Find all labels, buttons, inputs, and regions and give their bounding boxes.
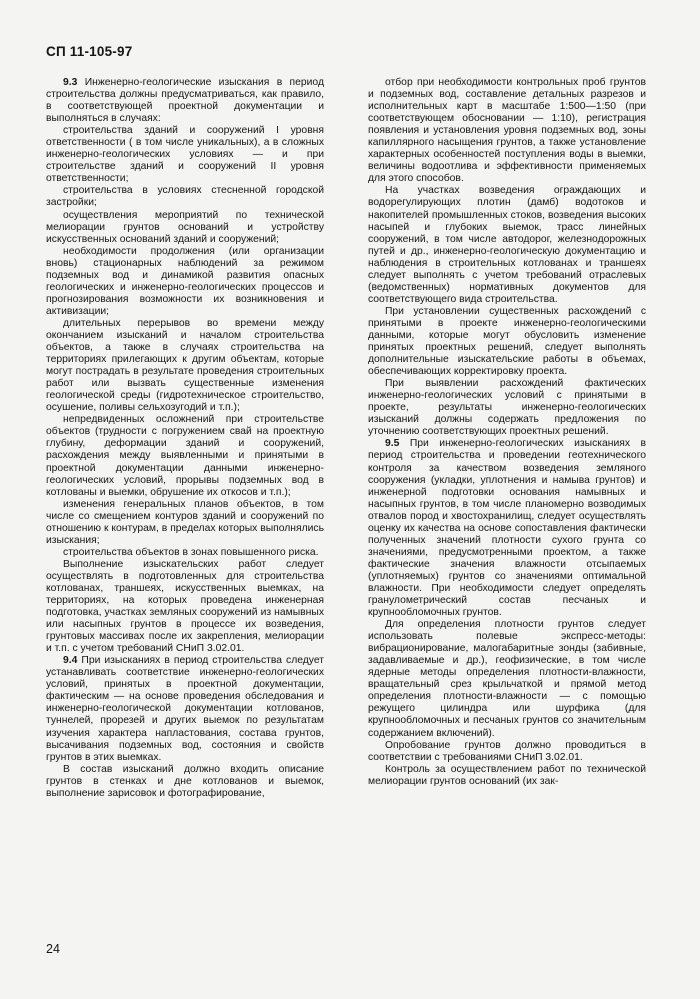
paragraph-text: Для определения плотности грунтов следует использовать полевые экспресс-методы: вибрационирование, малогабаритные зонды (забивные, задавливаемые и др.), геофизические, в том числе ядерные методы определения плотности-влажности, вращательный срез крыльчаткой и прямой метод определения плотности-влажности — с помощью режущего цилиндра или шурфика (для крупнообломочных и песчаных грунтов со значительным содержанием включений). xyxy=(368,619,646,739)
left-column xyxy=(46,77,324,800)
paragraph-text: непредвиденных осложнений при строительстве объектов (трудности с погружением свай на проектную глубину, деформации зданий и сооружений, расхождения между выявленными и принятыми в проектной документации данными инженерно-геологических условий, прорывы подземных вод в котлованы и выемки, обрушение их откосов и т.п.); xyxy=(46,414,324,498)
right-column xyxy=(368,77,646,788)
paragraph-text: При установлении существенных расхождений с принятыми в проекте инженерно-геологическими данными, которые могут обусловить изменение принятых проектных решений, следует выполнять дополнительные изыскательские работы в объемах, обеспечивающих корректировку проекта. xyxy=(368,305,646,378)
paragraph-text: При инженерно-геологических изысканиях в период строительства и проведении геотехнического контроля за качеством возведения земляного сооружения (укладки, уплотнения и намыва грунтов) и инженерной подготовки основания намывных и насыпных грунтов, в том числе планомерно возводимых отвалов пород и хвостохранилищ, следует осуществлять оценку их качества на основе сопоставления фактически полученных значений плотности сухого грунта со значениями, предусмотренными проектом, а также фактические значения влажности отсыпаемых (уплотняемых) грунтов со значениями оптимальной влажности. При необходимости следует определять гранулометрический состав песчаных и крупнообломочных грунтов. xyxy=(368,438,647,619)
paragraph-text: строительства объектов в зонах повышенного риска. xyxy=(63,546,319,558)
paragraph-text: длительных перерывов во времени между окончанием изысканий и началом строительства объектов, а также в случаях строительства на территориях прилегающих к другим объектам, которые могут пострадать в результате проведения строительных работ или вызвать существенные изменения геологической среды (гидротехническое строительство, осушение, поливы сельхозугодий и т.п.); xyxy=(46,317,324,414)
paragraph-text: осуществления мероприятий по технической мелиорации грунтов оснований и устройству искусственных оснований зданий и сооружений; xyxy=(46,209,324,245)
paragraph-text: На участках возведения ограждающих и водорегулирующих плотин (дамб) водотоков и накопителей промышленных стоков, возведения высоких насыпей и глубоких выемок, трасс линейных сооружений, в том числе автодорог, железнодорожных путей и др., инженерно-геологическую документацию и наблюдения в строительных котлованах и траншеях следует выполнять с учетом требований отраслевых (ведомственных) нормативных документов для соответствующего вида строительства. xyxy=(368,185,646,305)
paragraph xyxy=(46,125,324,185)
section-number: 9.3 xyxy=(63,77,78,88)
paragraph-text: отбор при необходимости контрольных проб грунтов и подземных вод, составление детальных разрезов и исполнительных карт в масштабе 1:500—1:50 (при соответствующем обосновании — 1:10), регистрация появления и установления уровня подземных вод, зоны капиллярного насыщения грунтов, а также установление характерных особенностей поступления воды в выемки, величины водоотлива и эффективности применяемых для этого способов. xyxy=(368,77,646,185)
paragraph xyxy=(46,499,324,547)
paragraph xyxy=(368,740,646,764)
paragraph xyxy=(368,185,646,305)
paragraph-text: строительства в условиях стесненной городской застройки; xyxy=(46,185,324,209)
paragraph-text: В состав изысканий должно входить описание грунтов в стенках и дне котлованов и выемок, выполнение зарисовок и фотографирование, xyxy=(46,763,324,799)
paragraph xyxy=(46,547,324,559)
paragraph xyxy=(46,414,324,498)
paragraph xyxy=(46,246,324,318)
page-header-code: СП 11-105-97 xyxy=(46,44,133,59)
paragraph-text: При изысканиях в период строительства следует устанавливать соответствие инженерно-геологических условий, принятых в проектной документации, фактическим — на основе проведения обследования и инженерно-геологической документации котлованов, туннелей, прорезей и других выемок по результатам изучения характера напластования, состава грунтов, высачивания подземных вод, состояния и свойств грунтов в этих выемках. xyxy=(46,655,324,763)
paragraph xyxy=(46,764,324,800)
section-number: 9.4 xyxy=(63,655,78,667)
paragraph-text: необходимости продолжения (или организации вновь) стационарных наблюдений за режимом подземных вод и динамикой развития опасных геологических и инженерно-геологических процессов и прогнозирования возможности их возникновения и активизации; xyxy=(46,245,324,317)
paragraph-text: Опробование грунтов должно проводиться в соответствии с требованиями СНиП 3.02.01. xyxy=(368,739,646,763)
paragraph-text: Контроль за осуществлением работ по технической мелиорации грунтов оснований (их зак- xyxy=(368,763,646,787)
paragraph-text: Инженерно-геологические изыскания в период строительства должны предусматриваться, как правило, в соответствующей проектной документации и выполняться в случаях: xyxy=(46,77,324,125)
paragraph xyxy=(46,318,324,414)
paragraph-text: строительства зданий и сооружений I уровня ответственности ( в том числе уникальных), а в сложных инженерно-геологических условиях — и при строительстве зданий и сооружений II уровня ответственности; xyxy=(46,125,324,185)
paragraph xyxy=(368,764,646,788)
paragraph xyxy=(46,210,324,246)
paragraph xyxy=(368,378,646,438)
paragraph xyxy=(368,306,646,378)
paragraph xyxy=(368,619,646,739)
paragraph xyxy=(368,438,646,619)
paragraph xyxy=(46,185,324,209)
paragraph xyxy=(368,77,646,185)
section-number: 9.5 xyxy=(385,438,400,450)
paragraph-text: Выполнение изыскательских работ следует осуществлять в подготовленных для строительства котлованах, траншеях, искусственных выемках, на территориях, на которых проведена инженерная подготовка, участках земляных сооружений из намывных или насыпных грунтов в процессе их возведения, грунтовых массивах после их закрепления, мелиорации и т.п. с учетом требований СНиП 3.02.01. xyxy=(46,558,324,655)
paragraph xyxy=(46,77,324,125)
page-number: 24 xyxy=(46,942,60,956)
paragraph xyxy=(46,559,324,655)
paragraph-text: изменения генеральных планов объектов, в том числе со смещением контуров зданий и сооружений по отношению к контурам, в пределах которых выполнялись изыскания; xyxy=(46,498,324,546)
paragraph-text: При выявлении расхождений фактических инженерно-геологических условий с принятыми в проекте, результаты инженерно-геологических изысканий должны содержать предложения по уточнению соответствующих проектных решений. xyxy=(368,378,646,438)
paragraph xyxy=(46,655,324,763)
